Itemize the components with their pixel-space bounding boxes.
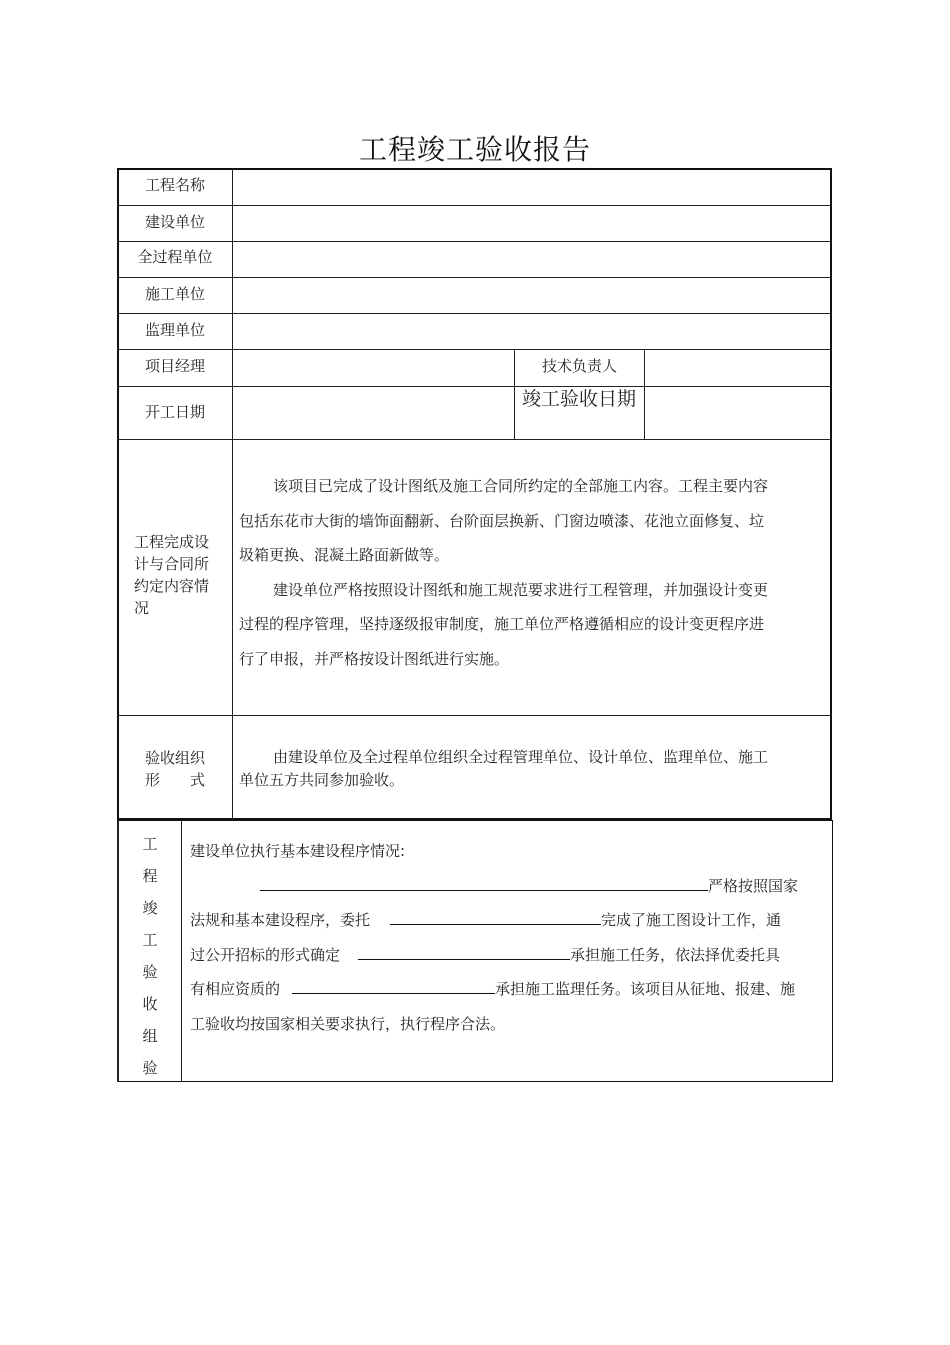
page-title: 工程竣工验收报告 (358, 133, 591, 166)
label-organization-1: 验收组织 (144, 749, 205, 767)
label-completion-content: 工程完成设计与合同所约定内容情况 (134, 533, 210, 617)
label-builder-unit: 建设单位 (144, 213, 205, 231)
completion-content (239, 469, 771, 676)
blank-design-unit[interactable] (390, 906, 601, 925)
label-start-date: 开工日期 (144, 403, 205, 421)
acceptance-final-line: 工验收均按国家相关要求执行，执行程序合法。 (190, 1014, 506, 1033)
label-supervision-unit: 监理单位 (144, 321, 205, 339)
label-completion-date: 竣工验收日期 (522, 388, 637, 410)
acceptance-heading: 建设单位执行基本建设程序情况: (190, 842, 406, 860)
completion-para-1: 该项目已完成了设计图纸及施工合同所约定的全部施工内容。工程主要内容包括东花市大街的墙饰面翻新、台阶面层换新、门窗边喷漆、花池立面修复、垃圾箱更换、混凝土路面新做等。 (239, 477, 769, 564)
label-organization-2: 形 式 (144, 771, 205, 789)
blank-supervision-unit[interactable] (292, 975, 495, 994)
completion-para-2: 建设单位严格按照设计图纸和施工规范要求进行工程管理，并加强设计变更过程的程序管理，坚持逐级报审制度，施工单位严格遵循相应的设计变更程序进行了申报，并严格按设计图纸进行实施。 (239, 580, 769, 668)
label-whole-process-unit: 全过程单位 (137, 248, 213, 266)
label-project-name: 工程名称 (144, 176, 205, 194)
acceptance-side-label: 工 程 竣 工 验 收 组 验 (142, 835, 158, 1077)
blank-builder[interactable] (260, 872, 708, 891)
organization-text: 由建设单位及全过程单位组织全过程管理单位、设计单位、监理单位、施工单位五方共同参加验收。 (239, 748, 769, 789)
acceptance-content: 建设单位执行基本建设程序情况: 严格按照国家 法规和基本建设程序，委托 完成了施工图设计工作，通 过公开招标的形式确定 承担施工任务，依法择优委托具 有相应资质的 承担施工监理任务。该项目从征地、报建、施 工验收均按国家相关要求执行，执行程序合法。 (190, 834, 815, 1041)
label-tech-lead: 技术负责人 (541, 357, 617, 375)
blank-construction-unit[interactable] (358, 941, 570, 960)
label-project-manager: 项目经理 (144, 357, 205, 375)
label-construction-unit: 施工单位 (144, 285, 205, 303)
